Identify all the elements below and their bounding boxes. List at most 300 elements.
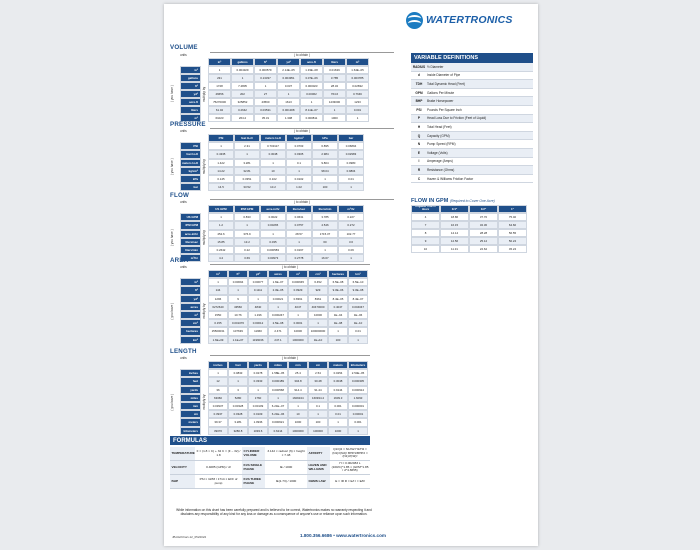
pressure-cell: 1 bbox=[234, 150, 260, 158]
flow-cell: 1.2 bbox=[208, 221, 234, 229]
area-header-4: m² bbox=[288, 270, 308, 278]
volume-header-5: liters bbox=[323, 58, 346, 66]
volume-cell: 0.004951 bbox=[277, 74, 300, 82]
area-cell: 10000 bbox=[308, 311, 328, 319]
formula-value: H = 0.002083 L (100/C)^1.85 × (GPM^1.85 / d^4.8655) bbox=[331, 461, 369, 473]
length-cell: 3280.8 bbox=[228, 427, 248, 435]
pressure-row-label: kg/cm² bbox=[180, 167, 201, 175]
variable-symbol: E bbox=[417, 150, 421, 155]
volume-title: VOLUME bbox=[170, 44, 198, 51]
volume-cell: 0.02832 bbox=[346, 82, 369, 90]
pressure-cell: 0.0102 bbox=[286, 175, 312, 183]
length-row-label: yards bbox=[180, 386, 201, 394]
variable-symbol: N bbox=[417, 142, 421, 147]
flow-in-gpm-header-1: 1/4" bbox=[440, 205, 469, 213]
flow-cell: 1 bbox=[234, 221, 260, 229]
length-cell: 1.6093 bbox=[348, 394, 368, 402]
length-cell: 1760 bbox=[248, 394, 268, 402]
pressure-you-have-label: ( you have ) bbox=[170, 158, 174, 176]
pressure-cell: 32.81 bbox=[234, 167, 260, 175]
flow-multiply-by-label: multiply by bbox=[202, 230, 206, 246]
variable-description: Gallons Per Minute bbox=[427, 90, 455, 95]
flow-in-gpm-cell: 4 bbox=[411, 213, 440, 221]
volume-cell: 0.000579 bbox=[254, 66, 277, 74]
area-cell: 0.00012 bbox=[248, 319, 268, 327]
area-cell: 43560 bbox=[228, 303, 248, 311]
pressure-cell: 0.0305 bbox=[286, 150, 312, 158]
length-cell: 39370 bbox=[208, 427, 228, 435]
pressure-header-4: kPa bbox=[312, 134, 338, 142]
flow-grid bbox=[180, 205, 394, 262]
pressure-row-label: PSI bbox=[180, 142, 201, 150]
length-cell: 6.21E–06 bbox=[268, 410, 288, 418]
length-cell: 1609344 bbox=[288, 394, 308, 402]
length-cell: 25.4 bbox=[288, 369, 308, 377]
length-header-4: mm bbox=[288, 361, 308, 369]
volume-header-1: gallons bbox=[231, 58, 254, 66]
area-cell: 1 bbox=[208, 278, 228, 286]
flow-in-gpm-cell: 10 bbox=[411, 245, 440, 253]
length-cell: 0.000305 bbox=[348, 377, 368, 385]
volume-cell: 202 bbox=[231, 90, 254, 98]
pressure-cell: 3.281 bbox=[234, 159, 260, 167]
length-cell: 0.9144 bbox=[328, 386, 348, 394]
area-cell: 0.000645 bbox=[288, 278, 308, 286]
pressure-cell: 0.4335 bbox=[208, 150, 234, 158]
formula-label: VELOCITY bbox=[170, 461, 195, 474]
area-title: AREA bbox=[170, 257, 189, 264]
flow-in-gpm-subtitle: (Required to Cover One Acre) bbox=[449, 199, 495, 203]
formula-label: KVA THREE PHASE bbox=[242, 475, 265, 488]
volume-cell: 35.31 bbox=[254, 114, 277, 122]
flow-in-gpm-cell: 11.31 bbox=[440, 245, 469, 253]
flow-cell: 0.00265 bbox=[260, 221, 286, 229]
area-cell: 11960 bbox=[248, 327, 268, 335]
area-cell: 0.4047 bbox=[328, 303, 348, 311]
flow-cell: 1 bbox=[312, 246, 338, 254]
area-cell: 9.3E–06 bbox=[328, 286, 348, 294]
area-header-1: ft² bbox=[228, 270, 248, 278]
area-multiply-by-label: multiply by bbox=[202, 303, 206, 319]
flow-in-gpm-table bbox=[411, 205, 533, 253]
flow-cell: 60 bbox=[312, 238, 338, 246]
area-cell: 4840 bbox=[248, 303, 268, 311]
area-cell: 1E–04 bbox=[328, 311, 348, 319]
volume-cell: 27 bbox=[254, 90, 277, 98]
area-cell: 2.5E–08 bbox=[268, 319, 288, 327]
length-grid bbox=[180, 361, 370, 435]
flow-cell: 0.2778 bbox=[286, 254, 312, 262]
logo-text: WATERTRONICS bbox=[426, 14, 513, 26]
flow-row-label: liters/min bbox=[180, 246, 201, 254]
volume-cell: 1 bbox=[300, 98, 323, 106]
volume-cell: 0.7646 bbox=[346, 90, 369, 98]
variable-description: Total Head (Feet) bbox=[427, 124, 452, 129]
length-cell: 0.3333 bbox=[248, 377, 268, 385]
area-cell: 0.001076 bbox=[228, 319, 248, 327]
area-row-label: m² bbox=[180, 311, 201, 319]
units-label: units bbox=[180, 264, 187, 269]
flow-in-gpm-heading: FLOW IN GPM bbox=[411, 198, 449, 204]
formula-row bbox=[170, 447, 370, 461]
length-cell: 63360 bbox=[208, 394, 228, 402]
length-header-5: cm bbox=[308, 361, 328, 369]
volume-cell: 8.11E–07 bbox=[300, 106, 323, 114]
pressure-row-label: feet H₂O bbox=[180, 150, 201, 158]
area-cell: 0.00077 bbox=[248, 278, 268, 286]
variable-symbol: GPM bbox=[415, 90, 423, 95]
area-cell: 10.76 bbox=[228, 311, 248, 319]
volume-multiply-by-label: multiply by bbox=[202, 86, 206, 102]
flow-cell: 0.00973 bbox=[260, 254, 286, 262]
to-obtain-label: ( to obtain ) bbox=[210, 52, 394, 58]
variable-description: Hazen & Williams Friction Factor bbox=[427, 176, 474, 181]
variable-row bbox=[411, 72, 533, 81]
document-id: JB-RefChart-12_0522022 bbox=[172, 535, 207, 539]
volume-cell: 0.13337 bbox=[254, 74, 277, 82]
volume-cell: 46656 bbox=[208, 90, 231, 98]
area-cell: 1 bbox=[308, 319, 328, 327]
flow-in-gpm-header-0: Irrigation Time in Hours bbox=[411, 205, 440, 213]
area-row-label: cm² bbox=[180, 319, 201, 327]
flow-cell: 0.06 bbox=[338, 246, 364, 254]
formula-value: IE / 1000 bbox=[279, 464, 293, 469]
pressure-header-2: meters H₂O bbox=[260, 134, 286, 142]
pressure-cell: 0.703117 bbox=[260, 142, 286, 150]
area-table bbox=[170, 264, 370, 344]
variable-definitions-list bbox=[411, 63, 533, 183]
flow-cell: 0.227 bbox=[338, 213, 364, 221]
variable-row bbox=[411, 166, 533, 175]
area-cell: 144 bbox=[208, 286, 228, 294]
flow-header-0: US GPM bbox=[208, 205, 234, 213]
to-obtain-label: ( to obtain ) bbox=[210, 355, 370, 361]
flow-title: FLOW bbox=[170, 192, 190, 199]
area-grid bbox=[180, 270, 370, 344]
volume-cell: 0.2642 bbox=[231, 106, 254, 114]
flow-cell: 1 bbox=[286, 238, 312, 246]
volume-row-label: yd³ bbox=[180, 90, 201, 98]
length-units-row bbox=[180, 355, 370, 360]
flow-cell: 1 bbox=[338, 254, 364, 262]
formula-label: HAZEN AND WILLIAMS bbox=[307, 461, 330, 474]
variable-symbol: C bbox=[417, 176, 421, 181]
length-header-1: feet bbox=[228, 361, 248, 369]
length-cell: 160934.4 bbox=[308, 394, 328, 402]
flow-header-5: m³/hr bbox=[338, 205, 364, 213]
flow-in-gpm-cell: 50.24 bbox=[498, 237, 527, 245]
area-cell: 0.00694 bbox=[228, 278, 248, 286]
area-cell: 1E–06 bbox=[348, 311, 368, 319]
formula-value: 3.142 × radius² (ft) × height × 7.48 bbox=[267, 448, 305, 457]
pressure-cell: 0.0703 bbox=[286, 142, 312, 150]
length-title: LENGTH bbox=[170, 348, 197, 355]
variable-symbol: BHP bbox=[415, 99, 423, 104]
flow-in-gpm-cell: 22.62 bbox=[469, 245, 498, 253]
length-cell: 0.00001 bbox=[348, 410, 368, 418]
area-row-label: hectares bbox=[180, 327, 201, 335]
area-cell: 2.3E–05 bbox=[268, 286, 288, 294]
flow-cell: 3.6 bbox=[338, 238, 364, 246]
flow-in-gpm-cell: 8 bbox=[411, 229, 440, 237]
length-cell: 1000000 bbox=[288, 427, 308, 435]
area-cell: 0.00021 bbox=[268, 295, 288, 303]
area-cell: 9 bbox=[228, 295, 248, 303]
area-cell: 1296 bbox=[208, 295, 228, 303]
flow-header-1: IPM GPM bbox=[234, 205, 260, 213]
flow-cell: 15.85 bbox=[208, 238, 234, 246]
volume-cell: 0.03531 bbox=[254, 106, 277, 114]
volume-cell: 0.001 bbox=[346, 106, 369, 114]
flow-in-gpm-cell: 32.30 bbox=[469, 221, 498, 229]
length-row-label: cm bbox=[180, 410, 201, 418]
length-cell: 0.000001 bbox=[348, 402, 368, 410]
area-cell: 1 bbox=[228, 286, 248, 294]
volume-row-label: in³ bbox=[180, 66, 201, 74]
flow-cell: 28.57 bbox=[286, 230, 312, 238]
area-cell: 1.6E–07 bbox=[268, 278, 288, 286]
variable-symbol: RADIUS bbox=[412, 64, 426, 69]
pressure-header-5: bar bbox=[338, 134, 364, 142]
area-header-2: yd² bbox=[248, 270, 268, 278]
area-cell: 1550 bbox=[208, 311, 228, 319]
volume-cell: 764.6 bbox=[323, 90, 346, 98]
volume-units-row bbox=[180, 52, 394, 57]
pressure-cell: 1 bbox=[312, 175, 338, 183]
length-cell: 0.00109 bbox=[248, 402, 268, 410]
area-cell: 1E–10 bbox=[348, 319, 368, 327]
volume-cell: 1.64E–05 bbox=[346, 66, 369, 74]
variable-row bbox=[411, 140, 533, 149]
length-cell: 3 bbox=[228, 386, 248, 394]
to-obtain-label: ( to obtain ) bbox=[210, 264, 370, 270]
volume-cell: 7.4805 bbox=[231, 82, 254, 90]
area-cell: 2.471 bbox=[268, 327, 288, 335]
pressure-units-row bbox=[180, 128, 394, 133]
length-cell: 0.000189 bbox=[268, 377, 288, 385]
flow-in-gpm-cell: 56.55 bbox=[498, 229, 527, 237]
watertronics-logo bbox=[406, 10, 526, 30]
formula-value: E = IR R = E/I I = E/R bbox=[335, 478, 365, 483]
formulas-table bbox=[170, 447, 370, 489]
variable-symbol: I bbox=[418, 159, 420, 164]
length-cell: 3.281 bbox=[228, 418, 248, 426]
length-cell: 0.000914 bbox=[348, 386, 368, 394]
pressure-cell: 1 bbox=[286, 167, 312, 175]
length-cell: 0.0278 bbox=[248, 369, 268, 377]
length-cell: 1 bbox=[348, 427, 368, 435]
flow-cell: 13.2 bbox=[234, 238, 260, 246]
area-cell: 1E–08 bbox=[328, 319, 348, 327]
volume-cell: 1.308 bbox=[277, 114, 300, 122]
volume-cell: 0.037 bbox=[277, 82, 300, 90]
formula-row bbox=[170, 461, 370, 475]
length-cell: 12 bbox=[208, 377, 228, 385]
flow-cell: 0.833 bbox=[234, 213, 260, 221]
flow-header-3: liters/sec bbox=[286, 205, 312, 213]
volume-grid bbox=[180, 58, 394, 122]
variable-row bbox=[411, 63, 533, 72]
length-cell: 30.48 bbox=[308, 377, 328, 385]
flow-in-gpm-cell: 12.56 bbox=[440, 237, 469, 245]
length-row-label: inches bbox=[180, 369, 201, 377]
pressure-header-1: feet H₂O bbox=[234, 134, 260, 142]
length-cell: 1 bbox=[228, 377, 248, 385]
flow-cell: 3.69 bbox=[234, 254, 260, 262]
length-cell: 2.54 bbox=[308, 369, 328, 377]
volume-cell: 28.32 bbox=[323, 82, 346, 90]
flow-in-gpm-cell: 64.60 bbox=[498, 221, 527, 229]
flow-units-row bbox=[180, 199, 394, 204]
area-you-have-label: ( you have ) bbox=[170, 302, 174, 320]
spacer-cell bbox=[201, 361, 208, 369]
length-cell: 0.3937 bbox=[208, 410, 228, 418]
formula-value: PSI × GPM / 1714 × EFF of pump bbox=[199, 476, 238, 485]
flow-in-gpm-cell: 25.12 bbox=[469, 237, 498, 245]
pressure-cell: 1.02 bbox=[286, 183, 312, 191]
flow-in-gpm-cell: 18.86 bbox=[440, 213, 469, 221]
length-cell: 0.00328 bbox=[228, 402, 248, 410]
to-obtain-label: ( to obtain ) bbox=[210, 128, 394, 134]
length-cell: 5280 bbox=[228, 394, 248, 402]
area-cell: 1 bbox=[268, 303, 288, 311]
area-cell: 1E+10 bbox=[308, 336, 328, 344]
area-cell: 8.4E–07 bbox=[348, 295, 368, 303]
flow-in-gpm-title bbox=[411, 198, 533, 205]
length-row-label: feet bbox=[180, 377, 201, 385]
area-cell: 0.000247 bbox=[268, 311, 288, 319]
length-cell: 0.001 bbox=[348, 418, 368, 426]
pressure-cell: 2.984 bbox=[312, 150, 338, 158]
length-header-2: yards bbox=[248, 361, 268, 369]
area-cell: 1 bbox=[248, 295, 268, 303]
volume-cell: 1.33E–08 bbox=[300, 66, 323, 74]
pressure-grid bbox=[180, 134, 394, 191]
variable-row bbox=[411, 97, 533, 106]
length-row-label: kilometers bbox=[180, 427, 201, 435]
flow-row-label: liters/sec bbox=[180, 238, 201, 246]
variable-row bbox=[411, 115, 533, 124]
spacer-cell bbox=[201, 270, 208, 278]
variable-symbol: R bbox=[417, 167, 421, 172]
flow-cell: 0.0631 bbox=[286, 213, 312, 221]
formula-value: 0.4085 (GPM) / d² bbox=[206, 464, 231, 469]
length-cell: 1609.3 bbox=[328, 394, 348, 402]
length-cell: 0.0328 bbox=[228, 410, 248, 418]
flow-cell: 376.9 bbox=[234, 230, 260, 238]
length-cell: 1 bbox=[268, 394, 288, 402]
volume-cell: 1233000 bbox=[323, 98, 346, 106]
area-row-label: ft² bbox=[180, 286, 201, 294]
flow-cell: 0.2642 bbox=[208, 246, 234, 254]
flow-row-label: acre-in/hr bbox=[180, 230, 201, 238]
length-header-0: inches bbox=[208, 361, 228, 369]
area-cell: 9.3E–08 bbox=[348, 286, 368, 294]
area-cell: 6.5E–08 bbox=[328, 278, 348, 286]
flow-row-label: IPM GPM bbox=[180, 221, 201, 229]
pressure-row-label: bar bbox=[180, 183, 201, 191]
variable-symbol: PSI bbox=[416, 107, 422, 112]
variable-definitions-title: VARIABLE DEFINITIONS bbox=[411, 53, 533, 63]
length-row-label: miles bbox=[180, 394, 201, 402]
flow-table bbox=[170, 199, 394, 262]
pressure-cell: 33.52 bbox=[234, 183, 260, 191]
volume-cell: 2.14E–05 bbox=[277, 66, 300, 74]
pressure-cell: 0.0980 bbox=[338, 159, 364, 167]
length-cell: 0.0109 bbox=[248, 410, 268, 418]
flow-cell: 1 bbox=[208, 213, 234, 221]
flow-cell: 0.0757 bbox=[286, 221, 312, 229]
volume-cell: 3.785 bbox=[323, 74, 346, 82]
length-cell: 1 bbox=[248, 386, 268, 394]
area-row-label: in² bbox=[180, 278, 201, 286]
area-row-label: yd² bbox=[180, 295, 201, 303]
flow-in-gpm bbox=[411, 198, 533, 253]
length-header-3: miles bbox=[268, 361, 288, 369]
area-cell: 0.004047 bbox=[348, 303, 368, 311]
variable-symbol: P bbox=[417, 116, 421, 121]
variable-description: Total Dynamic Head (Feet) bbox=[427, 81, 465, 86]
flow-row-label: m³/hr bbox=[180, 254, 201, 262]
length-row-label: meters bbox=[180, 418, 201, 426]
flow-cell: 1 bbox=[260, 230, 286, 238]
volume-cell: 1728 bbox=[208, 82, 231, 90]
corner-cell bbox=[180, 361, 201, 369]
length-cell: 1000 bbox=[328, 427, 348, 435]
volume-cell: 264.2 bbox=[231, 114, 254, 122]
formula-value: IE(1.73) / 1000 bbox=[275, 478, 297, 483]
formula-label: TEMPERATURE bbox=[170, 447, 195, 460]
area-cell: 1.6E+09 bbox=[208, 336, 228, 344]
length-cell: 1.58E–05 bbox=[268, 369, 288, 377]
volume-cell: 1 bbox=[346, 114, 369, 122]
length-header-7: kilometers bbox=[348, 361, 368, 369]
flow-in-gpm-cell: 37.70 bbox=[469, 213, 498, 221]
length-cell: 1 bbox=[208, 369, 228, 377]
variable-definitions bbox=[411, 53, 533, 183]
variable-row bbox=[411, 132, 533, 141]
flow-cell: 0.0022 bbox=[260, 213, 286, 221]
area-cell: 929 bbox=[308, 286, 328, 294]
volume-cell: 0.003785 bbox=[346, 74, 369, 82]
area-cell: 0.8361 bbox=[288, 295, 308, 303]
length-cell: 10 bbox=[288, 410, 308, 418]
length-cell: 1000 bbox=[288, 418, 308, 426]
pressure-title: PRESSURE bbox=[170, 121, 206, 128]
area-cell: 100000000 bbox=[308, 327, 328, 335]
formula-label: KVA SINGLE PHASE bbox=[242, 461, 265, 474]
variable-row bbox=[411, 123, 533, 132]
flow-in-gpm-cell: 45.24 bbox=[498, 245, 527, 253]
pressure-cell: 14.5 bbox=[208, 183, 234, 191]
volume-cell: 1000 bbox=[323, 114, 346, 122]
volume-cell: 1 bbox=[231, 74, 254, 82]
volume-cell: 75270000 bbox=[208, 98, 231, 106]
flow-cell: 16.67 bbox=[312, 254, 338, 262]
length-cell: 1093.6 bbox=[248, 427, 268, 435]
length-cell: 0.001 bbox=[328, 402, 348, 410]
area-header-5: cm² bbox=[308, 270, 328, 278]
volume-row-label: liters bbox=[180, 106, 201, 114]
flow-header-4: liters/min bbox=[312, 205, 338, 213]
variable-symbol: TDH bbox=[415, 81, 423, 86]
pressure-cell: 6.895 bbox=[312, 142, 338, 150]
area-row-label: acres bbox=[180, 303, 201, 311]
area-header-7: km² bbox=[348, 270, 368, 278]
volume-cell: 0.000811 bbox=[300, 114, 323, 122]
pressure-cell: 1 bbox=[338, 183, 364, 191]
formulas-title: FORMULAS bbox=[170, 436, 370, 445]
